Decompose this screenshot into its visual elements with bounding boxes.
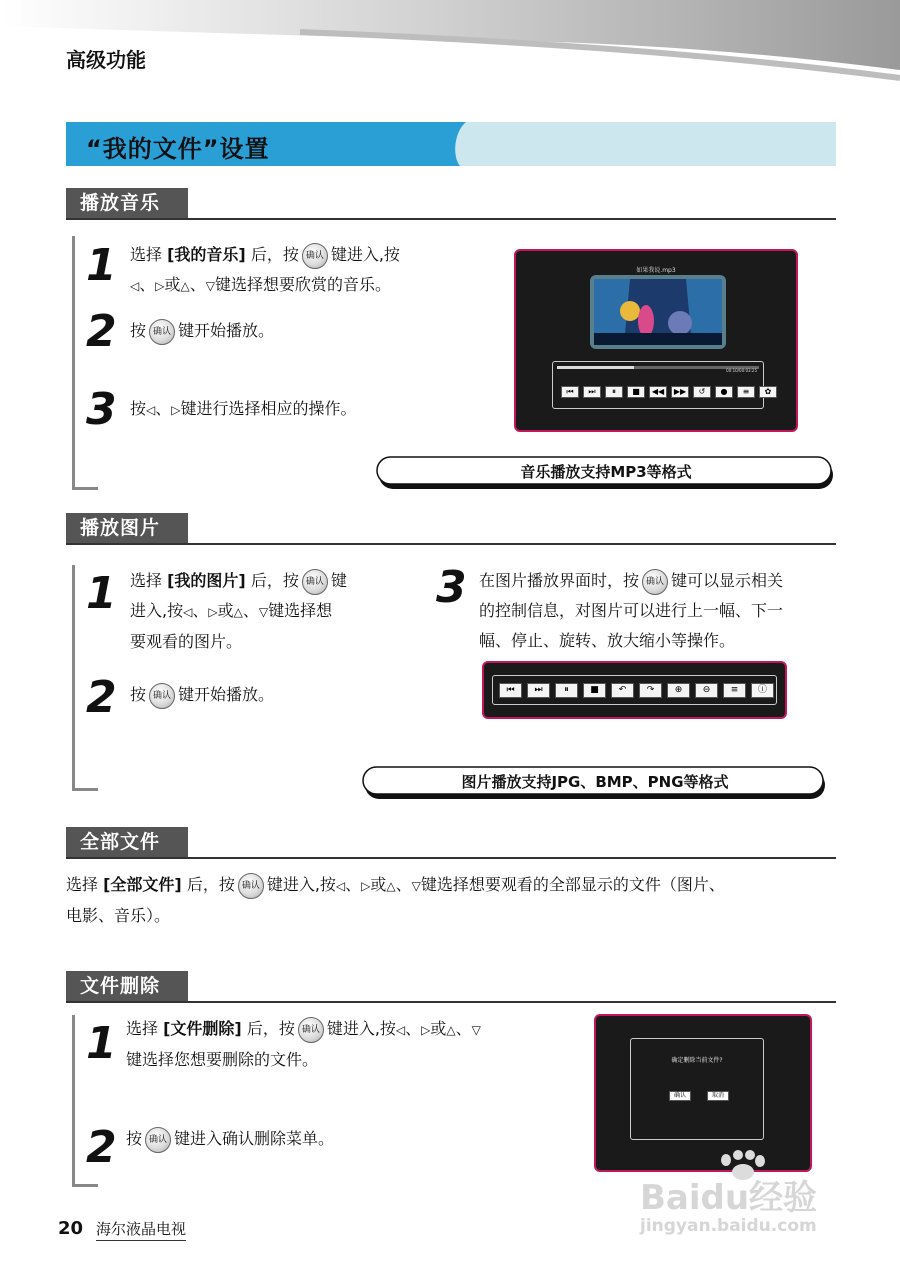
up-arrow-icon: △ [386, 878, 396, 893]
info-icon[interactable]: ● [715, 386, 733, 398]
section-tab-all-files: 全部文件 [66, 827, 188, 857]
music-step1-text: 选择 [我的音乐] 后，按 确认 键进入,按 ◁、▷或△、▽键选择想要欣赏的音乐。 [130, 240, 470, 301]
confirm-button[interactable]: 确认 [669, 1091, 691, 1101]
previous-track-icon[interactable]: ⏮ [561, 386, 579, 398]
banner-title: “我的文件”设置 [86, 135, 270, 163]
section-music-header [66, 188, 836, 224]
ok-button-icon: 确认 [642, 569, 668, 595]
delete-dialog-screen [594, 1014, 812, 1172]
ok-button-icon: 确认 [149, 319, 175, 345]
section-header-title: 高级功能 [66, 48, 146, 72]
ok-button-icon: 确认 [149, 683, 175, 709]
section-pictures-header [66, 513, 836, 549]
rotate-left-icon[interactable]: ↶ [611, 683, 634, 698]
left-arrow-icon: ◁ [335, 878, 346, 893]
previous-picture-icon[interactable]: ⏮ [499, 683, 522, 698]
page-banner [66, 122, 836, 166]
music-player-screen [514, 249, 798, 432]
all-files-text: 选择 [全部文件] 后，按 确认 键进入,按◁、▷或△、▽键选择想要观看的全部显示的文件（图片、 电影、音乐）。 [66, 870, 846, 931]
picture-control-panel [492, 675, 777, 705]
step-number: 2 [86, 1122, 117, 1173]
track-title: 如果我说.mp3 [636, 267, 676, 274]
time-readout: 00:10/00:03:25 [726, 368, 757, 373]
footer-brand: 海尔液晶电视 [96, 1218, 186, 1241]
pause-icon[interactable]: ⏸ [605, 386, 623, 398]
zoom-in-icon[interactable]: ⊕ [667, 683, 690, 698]
section-delete-header [66, 971, 836, 1007]
player-control-panel [552, 361, 772, 409]
delete-dialog-question: 确定删除当前文件? [671, 1057, 723, 1064]
progress-fill [557, 366, 634, 369]
page-number: 20 [58, 1218, 84, 1239]
pause-icon[interactable]: ⏸ [555, 683, 578, 698]
section-divider [66, 857, 836, 859]
next-track-icon[interactable]: ⏭ [583, 386, 601, 398]
ok-button-icon: 确认 [145, 1127, 171, 1153]
down-arrow-icon: ▽ [258, 604, 269, 619]
music-step3-text: 按◁、▷键进行选择相应的操作。 [130, 394, 357, 425]
down-arrow-icon: ▽ [471, 1022, 481, 1037]
rotate-right-icon[interactable]: ↷ [639, 683, 662, 698]
left-arrow-icon: ◁ [395, 1022, 406, 1037]
watermark-logo-text: Baidu经验 [640, 1178, 818, 1218]
zoom-out-icon[interactable]: ⊖ [695, 683, 718, 698]
section-divider [66, 1001, 836, 1003]
step-number: 1 [86, 1018, 117, 1069]
section-divider [66, 218, 836, 220]
up-arrow-icon: △ [233, 604, 243, 619]
down-arrow-icon: ▽ [205, 278, 215, 293]
baidu-jingyan-watermark [640, 1150, 850, 1250]
up-arrow-icon: △ [180, 278, 190, 293]
section-all-files-header [66, 827, 836, 863]
ok-button-icon: 确认 [302, 243, 328, 269]
delete-step2-text: 按 确认 键进入确认删除菜单。 [126, 1124, 334, 1154]
cancel-button[interactable]: 取消 [707, 1091, 729, 1101]
picture-control-bar [499, 683, 774, 698]
ok-button-icon: 确认 [298, 1017, 324, 1043]
ok-button-icon: 确认 [238, 873, 264, 899]
section-tab-music: 播放音乐 [66, 188, 188, 218]
ok-button-icon: 确认 [302, 569, 328, 595]
pictures-step3-text: 在图片播放界面时，按 确认 键可以显示相关 的控制信息，对图片可以进行上一幅、下一 幅、停止、旋转、放大缩小等操作。 [479, 566, 839, 656]
picture-control-screen [482, 661, 787, 719]
section-tab-delete: 文件删除 [66, 971, 188, 1001]
step-number: 1 [86, 240, 117, 291]
music-step2-text: 按 确认 键开始播放。 [130, 316, 274, 346]
left-arrow-icon: ◁ [183, 604, 193, 619]
info-icon[interactable]: ⓘ [751, 683, 774, 698]
picture-format-text: 图片播放支持JPG、BMP、PNG等格式 [461, 773, 729, 791]
repeat-icon[interactable]: ↺ [693, 386, 711, 398]
right-arrow-icon: ▷ [361, 878, 371, 893]
delete-step1-text: 选择 [文件删除] 后，按 确认 键进入,按◁、▷或△、▽ 键选择您想要删除的文件。 [126, 1014, 556, 1075]
right-arrow-icon: ▷ [155, 278, 165, 293]
up-arrow-icon: △ [446, 1022, 456, 1037]
pictures-step1-text: 选择 [我的图片] 后，按 确认 键 进入,按◁、▷或△、▽键选择想 要观看的图片。 [130, 566, 390, 657]
step-number: 2 [86, 672, 117, 723]
step-number: 3 [436, 562, 467, 613]
down-arrow-icon: ▽ [411, 878, 421, 893]
step-number: 1 [86, 568, 117, 619]
step-number: 3 [86, 384, 117, 435]
music-control-bar [561, 386, 777, 398]
stop-icon[interactable]: ■ [627, 386, 645, 398]
next-picture-icon[interactable]: ⏭ [527, 683, 550, 698]
playlist-icon[interactable]: ≡ [723, 683, 746, 698]
step-number: 2 [86, 306, 117, 357]
playlist-icon[interactable]: ≡ [737, 386, 755, 398]
pictures-step2-text: 按 确认 键开始播放。 [130, 680, 274, 710]
settings-icon[interactable]: ✿ [759, 386, 777, 398]
stop-icon[interactable]: ■ [583, 683, 606, 698]
left-arrow-icon: ◁ [130, 278, 140, 293]
section-tab-pictures: 播放图片 [66, 513, 188, 543]
section-divider [66, 543, 836, 545]
fast-forward-icon[interactable]: ▶▶ [671, 386, 689, 398]
right-arrow-icon: ▷ [208, 604, 218, 619]
watermark-url: jingyan.baidu.com [640, 1216, 817, 1236]
rewind-icon[interactable]: ◀◀ [649, 386, 667, 398]
picture-format-note [362, 766, 828, 800]
right-arrow-icon: ▷ [421, 1022, 431, 1037]
music-format-text: 音乐播放支持MP3等格式 [520, 463, 692, 481]
music-format-note [376, 456, 836, 490]
delete-dialog-box [630, 1038, 764, 1140]
right-arrow-icon: ▷ [171, 402, 181, 417]
left-arrow-icon: ◁ [146, 402, 156, 417]
album-art-image [590, 275, 726, 349]
